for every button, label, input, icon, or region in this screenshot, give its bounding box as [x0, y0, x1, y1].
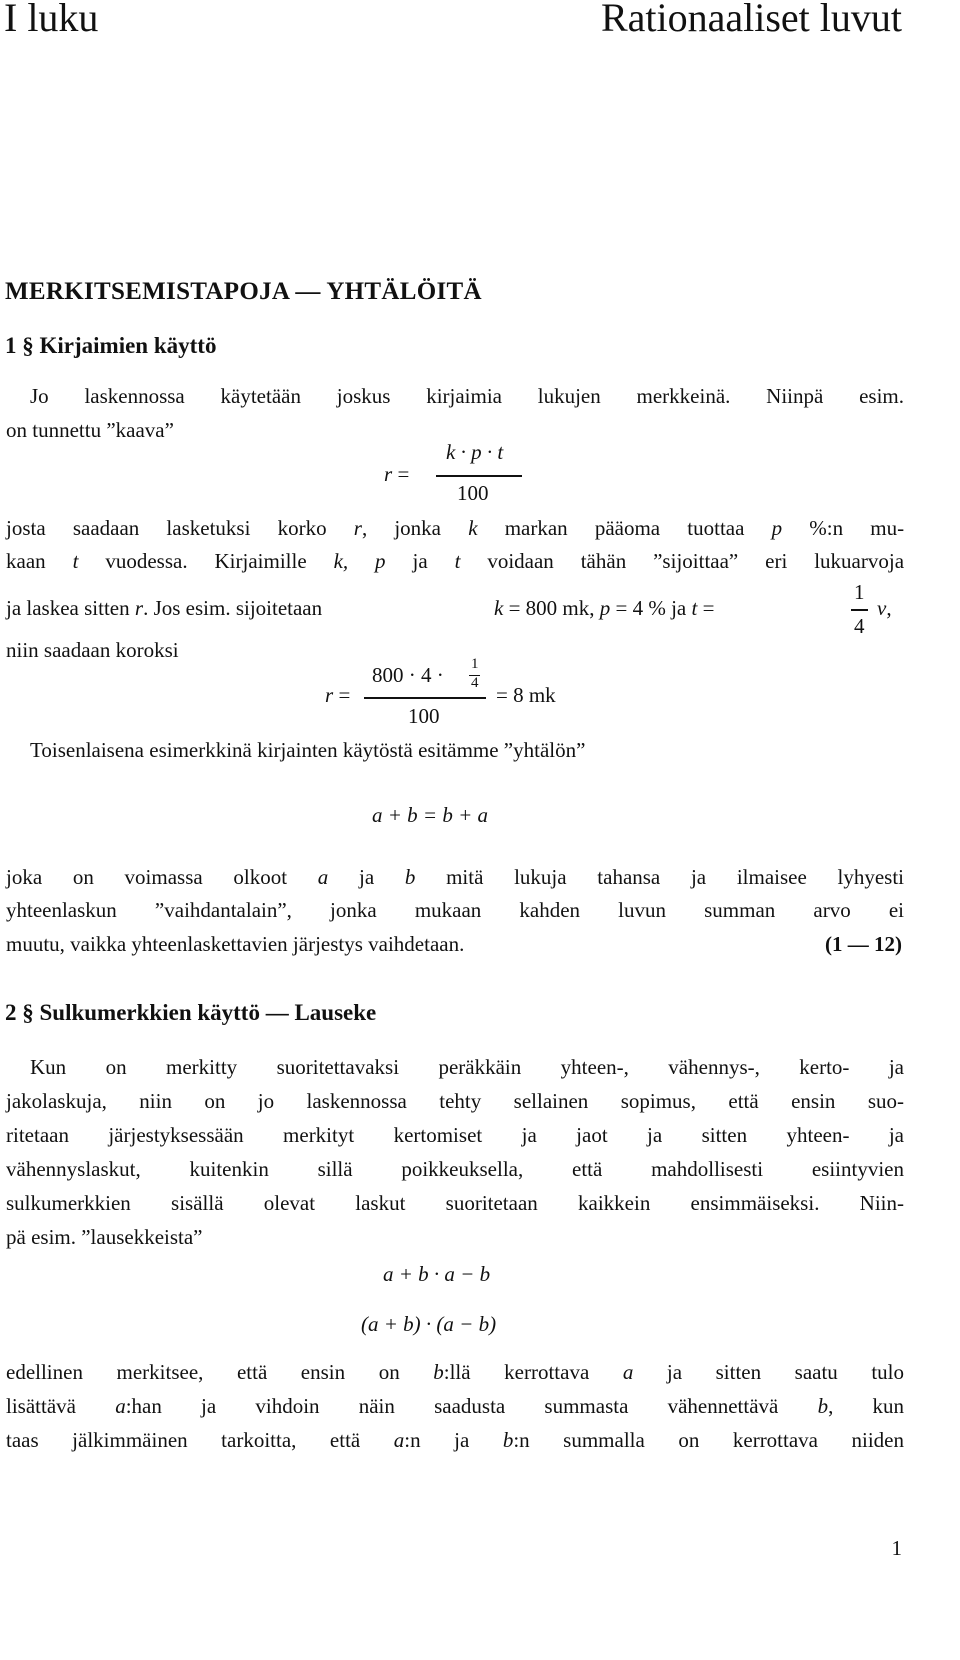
text-line: vähennyslaskut, kuitenkin sillä poikkeuksella, että mahdollisesti esiintyvien — [6, 1157, 904, 1181]
small-fraction-numerator: 1 — [471, 656, 479, 672]
formula-denominator: 100 — [457, 481, 489, 505]
paragraph-heading-2: 2 § Sulkumerkkien käyttö — Lauseke — [5, 1000, 377, 1025]
fraction-bar — [436, 475, 522, 477]
equation: a + b = b + a — [372, 803, 489, 827]
text-line: taas jälkimmäinen tarkoitta, että a:n ja b:n summalla on kerrottava niiden — [6, 1428, 905, 1452]
formula-lhs: r = — [325, 683, 351, 707]
text-line: pä esim. ”lausekkeista” — [6, 1225, 203, 1249]
fraction-bar — [851, 609, 868, 611]
text-line: niin saadaan koroksi — [6, 638, 179, 662]
page-number: 1 — [891, 1536, 902, 1560]
formula-denominator: 100 — [408, 704, 440, 728]
text-line: kaan t vuodessa. Kirjaimille k, p ja t voidaan tähän ”sijoittaa” eri lukuarvoja — [6, 549, 905, 573]
text-line: sulkumerkkien sisällä olevat laskut suoritetaan kaikkein ensimmäiseksi. Niin- — [6, 1191, 904, 1215]
fraction-bar — [364, 697, 486, 699]
formula-numerator: 800 · 4 · — [372, 663, 444, 687]
formula-rhs: = 8 mk — [496, 683, 556, 707]
text-line: jakolaskuja, niin on jo laskennossa tehty sellainen sopimus, että ensin suo- — [6, 1089, 904, 1113]
expression: (a + b) · (a − b) — [361, 1312, 497, 1336]
text-line: on tunnettu ”kaava” — [6, 418, 174, 442]
text-line: joka on voimassa olkoot a ja b mitä lukuja tahansa ja ilmaisee lyhyesti — [6, 865, 904, 889]
text-line: muutu, vaikka yhteenlaskettavien järjestys vaihdetaan. — [6, 932, 465, 956]
text-line: josta saadaan lasketuksi korko r, jonka k markan pääoma tuottaa p %:n mu- — [6, 516, 905, 540]
inline-variable: v, — [877, 596, 892, 620]
section-title: MERKITSEMISTAPOJA — YHTÄLÖITÄ — [5, 278, 482, 305]
formula-lhs: r = — [384, 462, 410, 486]
small-fraction-denominator: 4 — [471, 675, 479, 691]
equation-reference: (1 — 12) — [825, 932, 902, 956]
chapter-label: I luku — [4, 0, 99, 40]
fraction-numerator: 1 — [854, 580, 865, 604]
text-line: ritetaan järjestyksessään merkityt kertomiset ja jaot ja sitten yhteen- ja — [6, 1123, 904, 1147]
text-line: edellinen merkitsee, että ensin on b:llä kerrottava a ja sitten saatu tulo — [6, 1360, 905, 1384]
paragraph-heading-1: 1 § Kirjaimien käyttö — [5, 333, 217, 358]
text-line: yhteenlaskun ”vaihdantalain”, jonka mukaan kahden luvun summan arvo ei — [6, 898, 904, 922]
inline-equation: k = 800 mk, p = 4 % ja t = — [494, 596, 715, 620]
text-line: Kun on merkitty suoritettavaksi peräkkäin yhteen-, vähennys-, kerto- ja — [30, 1055, 904, 1079]
text-line: Jo laskennossa käytetään joskus kirjaimia lukujen merkkeinä. Niinpä esim. — [30, 384, 904, 408]
text-line: Toisenlaisena esimerkkinä kirjainten käytöstä esitämme ”yhtälön” — [30, 738, 586, 762]
text-line: ja laskea sitten r. Jos esim. sijoitetaan — [6, 596, 323, 620]
chapter-title: Rationaaliset luvut — [600, 0, 902, 40]
formula-numerator: k · p · t — [446, 440, 504, 464]
fraction-denominator: 4 — [854, 614, 865, 638]
expression: a + b · a − b — [383, 1262, 491, 1286]
text-line: lisättävä a:han ja vihdoin näin saadusta summasta vähennettävä b, kun — [6, 1394, 905, 1418]
